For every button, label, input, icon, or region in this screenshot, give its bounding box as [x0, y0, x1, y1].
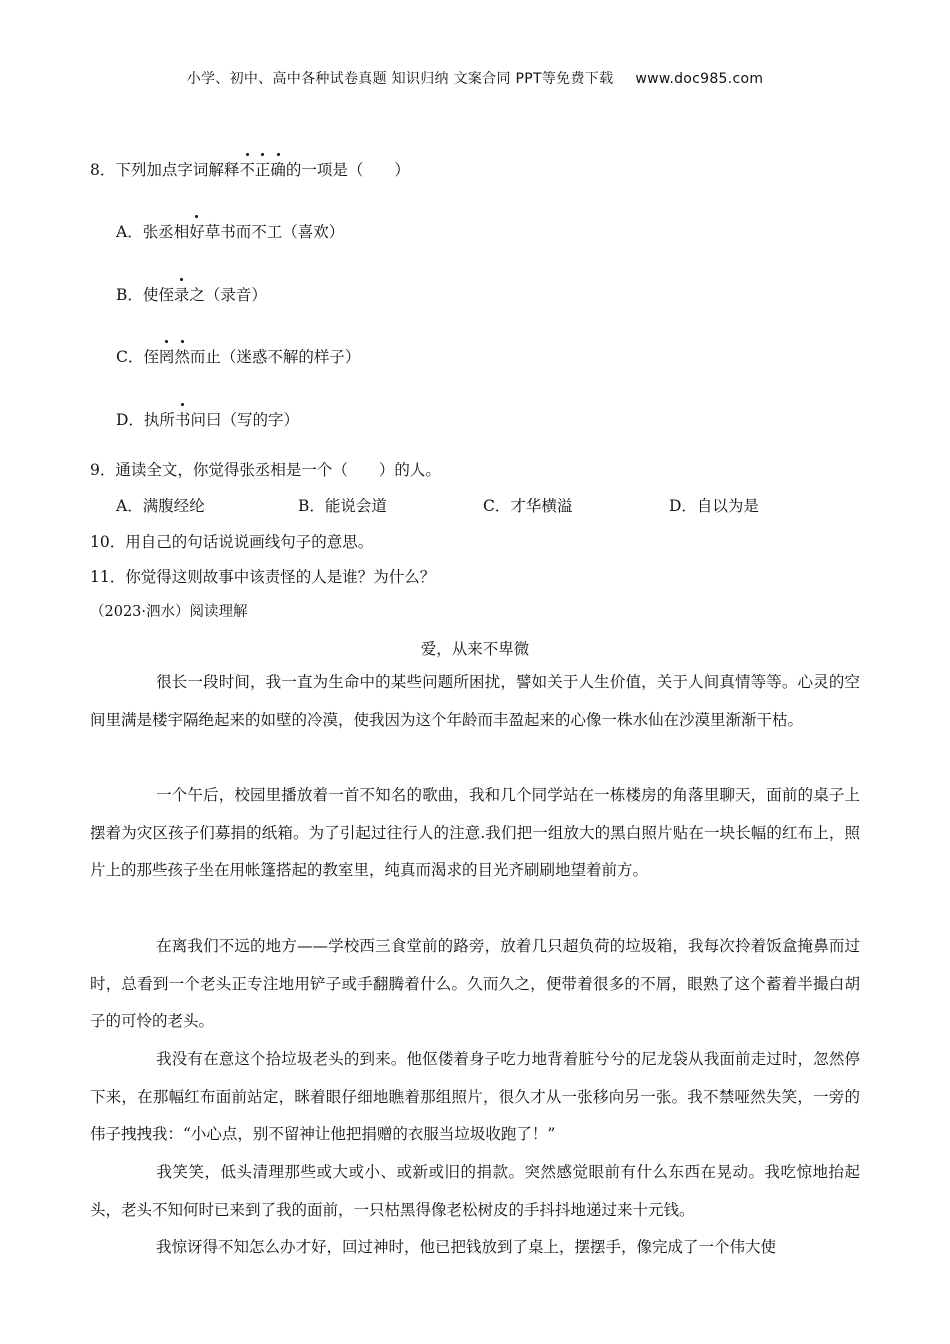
dotted-char: 录: [174, 283, 190, 307]
article-paragraph: [90, 1229, 860, 1267]
option-text: 而止（迷惑不解的样子）: [189, 348, 361, 366]
option-text: 之（录音）: [189, 286, 267, 304]
q8-option-b: [116, 283, 267, 307]
q9-choice-d: D．自以为是: [669, 497, 759, 515]
option-text: C．侄: [116, 348, 159, 366]
dotted-char: 罔: [159, 345, 175, 369]
dotted-char: 正: [255, 158, 271, 182]
q8-option-d: [116, 408, 299, 432]
q9-choice-b: B．能说会道: [298, 497, 387, 515]
option-text: B．使侄: [116, 286, 174, 304]
dotted-char: 确: [270, 158, 286, 182]
dotted-char: 书: [175, 408, 191, 432]
option-text: A．张丞相: [116, 223, 190, 241]
q8-option-a: [116, 220, 344, 244]
dotted-char: 好: [189, 220, 205, 244]
q9-choice-c: C．才华横溢: [483, 497, 573, 515]
question-9: 9．通读全文，你觉得张丞相是一个（ ）的人。: [90, 461, 441, 479]
q8-option-c: [116, 345, 360, 369]
paragraph-text: 我笑笑，低头清理那些或大或小、或新或旧的捐款。突然感觉眼前有什么东西在晃动。我吃惊地抬起头，老头不知何时已来到了我的面前，一只枯黑得像老松树皮的手抖抖地递过来十元钱。: [90, 1163, 860, 1219]
question-8: [90, 158, 410, 182]
article-title: 爱，从来不卑微: [420, 640, 530, 658]
paragraph-text: 一个午后，校园里播放着一首不知名的歌曲，我和几个同学站在一栋楼房的角落里聊天，面前的桌子上摆着为灾区孩子们募捐的纸箱。为了引起过往行人的注意.我们把一组放大的黑白照片贴在一块长幅的红布上，照片上的那些孩子坐在用帐篷搭起的教室里，纯真而渴求的目光齐刷刷地望着前方。: [90, 786, 860, 880]
article-paragraph: [90, 777, 860, 890]
q8-suffix: 的一项是（ ）: [285, 161, 410, 179]
q8-prefix: 8．下列加点字词解释: [90, 161, 240, 179]
article-paragraph: [90, 1154, 860, 1229]
dotted-char: 不: [239, 158, 255, 182]
paragraph-text: 在离我们不远的地方——学校西三食堂前的路旁，放着几只超负荷的垃圾箱，我每次拎着饭盒掩鼻而过时，总看到一个老头正专注地用铲子或手翻腾着什么。久而久之，便带着很多的不屑，眼熟了这个蓄着半撮白胡子的可怜的老头。: [90, 937, 860, 1031]
question-11: 11．你觉得这则故事中该责怪的人是谁？为什么？: [90, 568, 436, 586]
option-text: D．执所: [116, 411, 175, 429]
header-site-link[interactable]: www.doc985.com: [635, 71, 764, 87]
q9-choices: [116, 494, 836, 518]
article-paragraph: [90, 664, 860, 739]
dotted-char: 然: [174, 345, 190, 369]
source-label: （2023·泗水）阅读理解: [90, 604, 248, 620]
option-text: 问曰（写的字）: [190, 411, 299, 429]
paragraph-text: 我惊讶得不知怎么办才好，回过神时，他已把钱放到了桌上，摆摆手，像完成了一个伟大使: [156, 1238, 777, 1256]
option-text: 草书而不工（喜欢）: [204, 223, 345, 241]
paragraph-text: 我没有在意这个拾垃圾老头的到来。他伛偻着身子吃力地背着脏兮兮的尼龙袋从我面前走过时，忽然停下来，在那幅红布面前站定，眯着眼仔细地瞧着那组照片，很久才从一张移向另一张。我不禁哑然失笑，一旁的伟子拽拽我：“小心点，别不留神让他把捐赠的衣服当垃圾收跑了！”: [90, 1050, 860, 1144]
article-paragraph: [90, 928, 860, 1041]
page-header: [0, 68, 950, 88]
question-10: 10．用自己的句话说说画线句子的意思。: [90, 533, 374, 551]
paragraph-text: 很长一段时间，我一直为生命中的某些问题所困扰，譬如关于人生价值，关于人间真情等等。心灵的空间里满是楼宇隔绝起来的如壁的冷漠，使我因为这个年龄而丰盈起来的心像一株水仙在沙漠里渐渐干枯。: [90, 673, 860, 729]
article-paragraph: [90, 1041, 860, 1154]
header-text: 小学、初中、高中各种试卷真题 知识归纳 文案合同 PPT等免费下载: [186, 71, 614, 87]
q9-choice-a: A．满腹经纶: [116, 497, 205, 515]
